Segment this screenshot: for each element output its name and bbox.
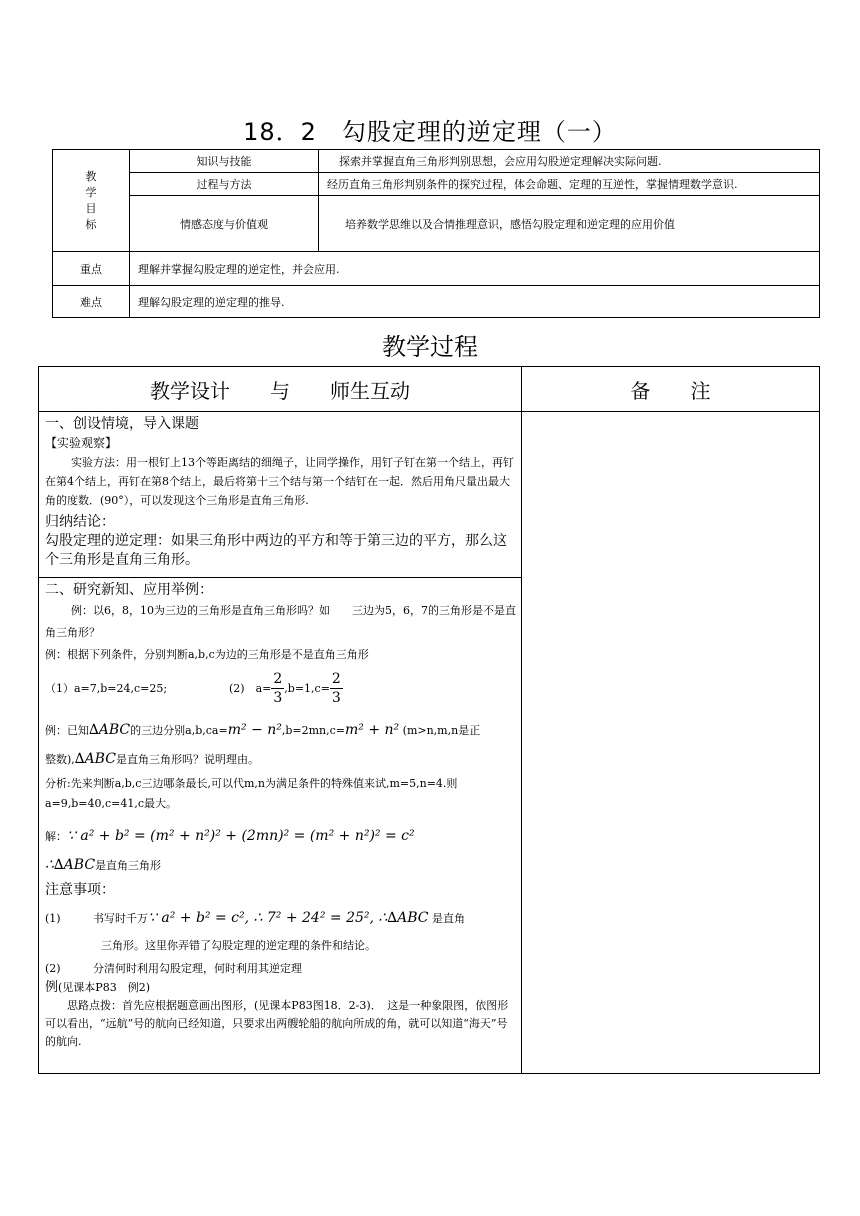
difficulty-text: 理解勾股定理的逆定理的推导. [130, 286, 820, 318]
notes-label: 注意事项： [45, 882, 115, 898]
therefore-line: ∴∆ABC是直角三角形 [45, 857, 162, 873]
objectives-table [52, 149, 820, 318]
objective-name-attitude: 情感态度与价值观 [130, 196, 319, 252]
triangle-abc: ∆ABC [89, 722, 131, 738]
section-1-cell [39, 412, 522, 578]
section-1-heading: 一、创设情境，导入课题 [45, 416, 199, 432]
notes-header: 备 注 [522, 367, 820, 412]
example-4: 例(见课本P83 例2) [45, 980, 150, 995]
section-1-sub: 【实验观察】 [45, 436, 118, 450]
analysis-text: 分析:先来判断a,b,c三边哪条最长,可以代m,n为满足条件的特殊值来试,m=5,n=4.则a=9,b=40,c=41,c最大。 [45, 777, 458, 810]
note-1-cont: 三角形。这里你弄错了勾股定理的逆定理的条件和结论。 [101, 939, 376, 952]
conclusion-label: 归纳结论： [45, 514, 115, 530]
objective-name-knowledge: 知识与技能 [130, 150, 319, 173]
fraction-a: $\frac{2}{3}$ [273, 670, 283, 706]
hint-text: 思路点拨：首先应根据题意画出图形，(见课本P83图18．2-3)． 这是一种象限图，依图形可以看出，“远航”号的航向已经知道，只要求出两艘轮船的航向所成的角，就可以知道“海天”号的航向. [45, 999, 509, 1048]
objective-text-attitude: 培养数学思维以及合情推理意识，感悟勾股定理和逆定理的应用价值 [319, 196, 820, 252]
solution-equation: ∵ a² + b² = (m² + n²)² + (2mn)² = (m² + n²)² = c² [67, 828, 415, 844]
key-point-text: 理解并掌握勾股定理的逆定性，并会应用. [130, 252, 820, 286]
section-2-heading: 二、研究新知、应用举例： [45, 582, 213, 598]
note-2: (2) 分清何时利用勾股定理，何时利用其逆定理 [45, 962, 302, 975]
example-1: 例：以6，8，10为三边的三角形是直角三角形吗？如 三边为5，6，7的三角形是不是直角三角形？ [45, 604, 516, 639]
page-title: 18．2 勾股定理的逆定理（一） [243, 118, 617, 146]
objective-text-process: 经历直角三角形判别条件的探究过程，体会命题、定理的互逆性，掌握情理数学意识. [319, 173, 820, 196]
solution-line: 解：∵ a² + b² = (m² + n²)² + (2mn)² = (m² + n²)² = c² [45, 828, 415, 844]
objective-name-process: 过程与方法 [130, 173, 319, 196]
example-3: 例：已知∆ABC的三边分别a,b,ca=m² − n²,b=2mn,c=m² + n² (m>n,m,n是正 整数),∆ABC是直角三角形吗？说明理由。 [45, 722, 481, 767]
section-1-method: 实验方法：用一根钉上13个等距离结的细绳子，让同学操作，用钉子钉在第一个结上，再钉在第4个结上，再钉在第8个结上，最后将第十三个结与第一个结钉在一起．然后用角尺量出最大角的度数．(90°），可以发现这个三角形是直角三角形. [45, 456, 514, 507]
condition-1: （1）a=7,b=24,c=25; [45, 681, 168, 695]
example-2: 例：根据下列条件，分别判断a,b,c为边的三角形是不是直角三角形 [45, 648, 369, 661]
fraction-c: $\frac{2}{3}$ [331, 670, 341, 706]
difficulty-label: 难点 [53, 286, 130, 318]
example-2-conditions [45, 666, 517, 710]
design-header: 教学设计 与 师生互动 [39, 367, 522, 412]
conclusion-text: 勾股定理的逆定理：如果三角形中两边的平方和等于第三边的平方，那么这个三角形是直角三角形。 [45, 533, 507, 568]
objective-text-knowledge: 探索并掌握直角三角形判别思想，会应用勾股逆定理解决实际问题. [319, 150, 820, 173]
section-2-cell [39, 578, 522, 1074]
process-table [38, 366, 820, 1074]
key-point-label: 重点 [53, 252, 130, 286]
notes-cell [522, 412, 820, 1074]
process-title: 教学过程 [382, 333, 478, 361]
condition-2-mid: ,b=1,c= [284, 681, 330, 695]
note-1: (1) 书写时千万∵ a² + b² = c², ∴ 7² + 24² = 25², ∴∆ABC 是直角 [45, 910, 465, 926]
objectives-label: 教学目标 [53, 150, 130, 252]
condition-2-prefix: (2) a= [229, 681, 272, 695]
